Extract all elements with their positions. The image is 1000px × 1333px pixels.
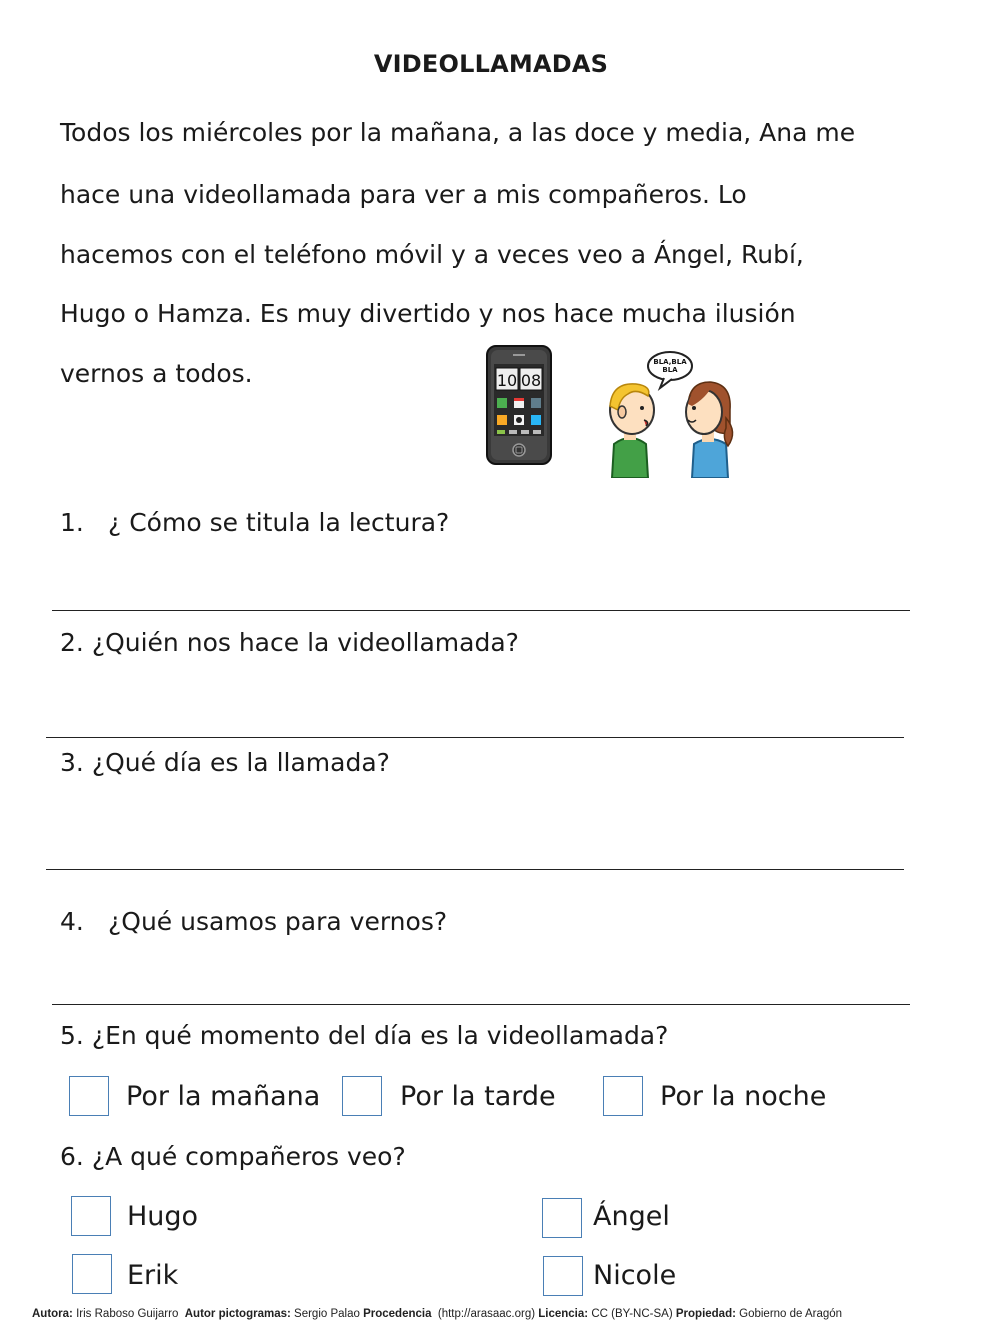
checkbox-por-la-noche[interactable] — [603, 1076, 643, 1116]
answer-line-3[interactable] — [46, 869, 904, 870]
option-label: Erik — [127, 1260, 179, 1291]
bubble-text: BLA,BLA — [653, 358, 687, 366]
paragraph-line: hace una videollamada para ver a mis compañeros. Lo — [60, 180, 747, 209]
checkbox-erik[interactable] — [72, 1254, 112, 1294]
paragraph-line: Todos los miércoles por la mañana, a las doce y media, Ana me — [60, 118, 856, 147]
checkbox-por-la-tarde[interactable] — [342, 1076, 382, 1116]
question-text: ¿Qué usamos para vernos? — [108, 907, 448, 936]
question-3 — [60, 748, 390, 778]
phone-minutes: 08 — [520, 371, 542, 390]
checkbox-por-la-manana[interactable] — [69, 1076, 109, 1116]
footer-link[interactable]: (http://arasaac.org) — [437, 1308, 536, 1320]
question-number: 2. — [60, 628, 84, 657]
question-number: 6. — [60, 1142, 84, 1171]
option-label: Ángel — [593, 1201, 670, 1232]
paragraph-line: vernos a todos. — [60, 359, 253, 388]
question-number: 1. — [60, 508, 84, 537]
answer-line-4[interactable] — [52, 1004, 910, 1005]
question-text: ¿A qué compañeros veo? — [91, 1142, 406, 1171]
question-4 — [60, 907, 447, 937]
question-text: ¿ Cómo se titula la lectura? — [108, 508, 450, 537]
people-talking-icon — [600, 348, 740, 478]
footer-value: Sergio Palao — [294, 1308, 360, 1320]
checkbox-nicole[interactable] — [543, 1256, 583, 1296]
page-title: VIDEOLLAMADAS — [373, 50, 609, 78]
question-number: 3. — [60, 748, 84, 777]
option-label: Nicole — [593, 1260, 677, 1291]
footer-label: Autora: — [32, 1308, 73, 1320]
option-label: Por la tarde — [400, 1081, 556, 1112]
question-text: ¿Quién nos hace la videollamada? — [91, 628, 519, 657]
option-label: Hugo — [127, 1201, 199, 1232]
question-number: 5. — [60, 1021, 84, 1050]
footer-label: Autor pictogramas: — [184, 1308, 291, 1320]
question-6 — [60, 1142, 406, 1172]
footer-value: Gobierno de Aragón — [739, 1308, 843, 1320]
option-label: Por la noche — [660, 1081, 827, 1112]
question-text: ¿En qué momento del día es la videollamada? — [91, 1021, 669, 1050]
bubble-text: BLA — [662, 366, 678, 374]
question-number: 4. — [60, 907, 84, 936]
option-label: Por la mañana — [126, 1081, 321, 1112]
mobile-phone-icon — [485, 344, 555, 468]
footer-label: Propiedad: — [675, 1308, 736, 1320]
question-5 — [60, 1021, 668, 1051]
question-2 — [60, 628, 519, 658]
answer-line-1[interactable] — [52, 610, 910, 611]
credits-footer — [32, 1308, 842, 1320]
footer-value: Iris Raboso Guijarro — [76, 1308, 179, 1320]
paragraph-line: Hugo o Hamza. Es muy divertido y nos hace mucha ilusión — [60, 299, 796, 328]
checkbox-angel[interactable] — [542, 1198, 582, 1238]
footer-label: Licencia: — [538, 1308, 589, 1320]
footer-value: CC (BY-NC-SA) — [591, 1308, 673, 1320]
footer-label: Procedencia — [363, 1308, 432, 1320]
question-text: ¿Qué día es la llamada? — [91, 748, 390, 777]
answer-line-2[interactable] — [46, 737, 904, 738]
checkbox-hugo[interactable] — [71, 1196, 111, 1236]
paragraph-line: hacemos con el teléfono móvil y a veces veo a Ángel, Rubí, — [60, 240, 804, 269]
question-1 — [60, 508, 449, 538]
phone-hours: 10 — [496, 371, 518, 390]
